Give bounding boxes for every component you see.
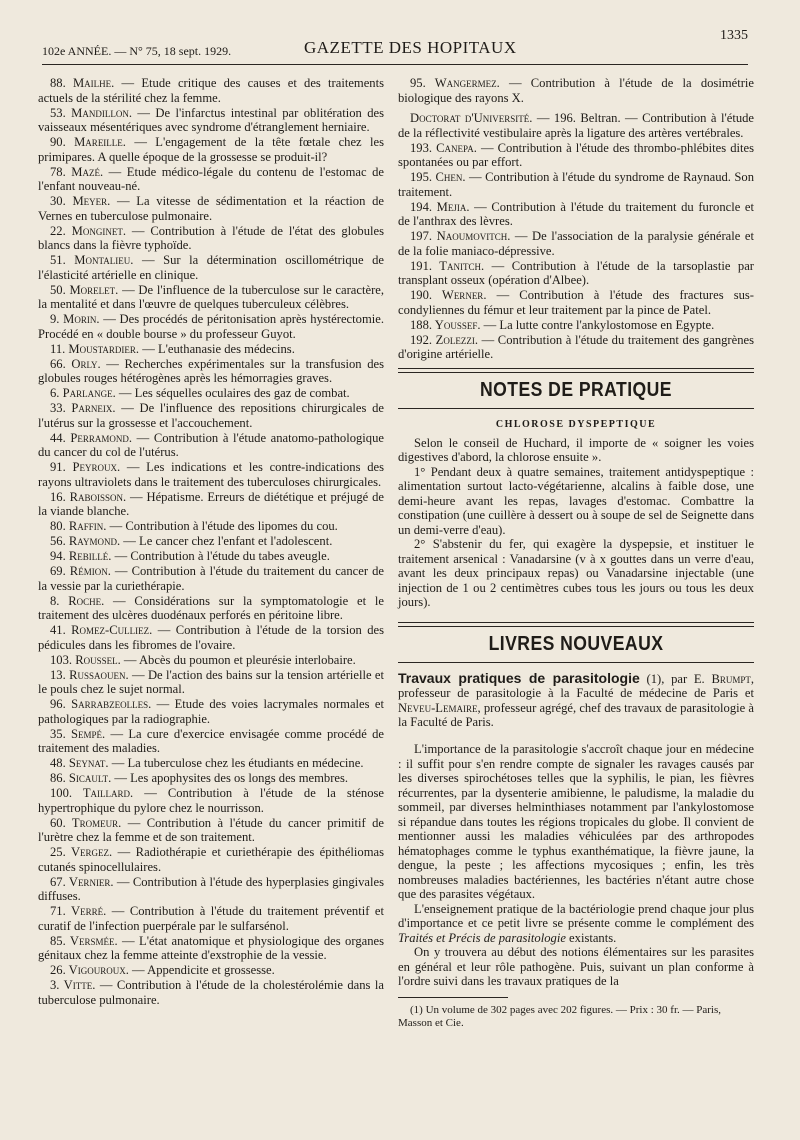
title-rule [398,408,754,409]
thesis-entry [398,229,754,258]
thesis-entry [38,816,384,845]
thesis-title: — De l'action des bains sur la tension artérielle et le pouls chez le sujet normal. [38,667,384,696]
thesis-title: — De l'influence des repositions chirurgicales de l'utérus sur la grossesse et l'accouchement. [38,401,384,430]
thesis-author: 9. Morin. [50,312,100,326]
thesis-entry [38,875,384,904]
thesis-author: 48. Seynat. [50,756,109,770]
notes-subtitle: CHLOROSE DYSPEPTIQUE [495,418,657,430]
thesis-author: 35. Sempé. [50,726,106,741]
review-paragraph: L'enseignement pratique de la bactériologie prend chaque jour plus d'importance et ce petit livre se présente comme le complément des Traités et Précis de parasitologie existants. [398,901,754,945]
thesis-entry [38,253,384,282]
thesis-title: — Contribution à l'étude du traitement préventif et curatif de l'infection puerpérale par le sulfarsénol. [38,904,384,933]
thesis-author: 100. Taillard. [50,786,134,800]
thesis-title: — Recherches expérimentales sur la transfusion des globules rouges hétérogènes après les hémorragies graves. [38,356,384,385]
thesis-title: — Contribution à l'étude de la dosimétrie biologique des rayons X. [398,76,754,105]
notes-paragraph: 1° Pendant deux à quatre semaines, traitement antidyspeptique : alimentation surtout lacto-végétarienne, alcalins à faible dose, une demi-heure avant les repas, lavages d'estomac. Combattre la constipation (une cuillère à dessert ou à soupe de sel de Seignette dans un demi-verre d'eau). [398,464,754,537]
thesis-title: — Contribution à l'étude du traitement du cancer de la vessie par la curiethérapie. [38,564,385,593]
thesis-author: 192. Zolezzi. [410,332,478,347]
thesis-entry [38,106,384,135]
thesis-entry [398,288,754,317]
page-header [42,28,748,65]
thesis-title: — Contribution à l'étude du traitement des gangrènes d'origine artérielle. [398,332,754,361]
thesis-entry [398,259,754,288]
thesis-author: 50. Morelet. [50,282,119,297]
thesis-title: — La cure d'exercice envisagée comme procédé de traitement des maladies. [38,726,384,755]
thesis-author: 56. Raymond. [50,534,121,548]
thesis-author: 188. Youssef. [410,317,481,332]
thesis-entry [38,342,384,357]
thesis-title: — De l'infarctus intestinal par oblitération des vaisseaux mésentériques avec syndrome d'étranglement herniaire. [38,105,384,134]
issue-info: 102e ANNÉE. — N° 75, 18 sept. 1929. [42,44,232,58]
thesis-author: 86. Sicault. [50,771,112,785]
thesis-author: 78. Mazé. [50,164,104,179]
thesis-author: 44. Perramond. [50,430,133,445]
thesis-title: — Contribution à l'étude du traitement du furoncle et de l'anthrax des lèvres. [398,199,755,228]
book-author: Neveu-Lemaire [398,700,478,715]
livres-title: LIVRES NOUVEAUX [488,632,664,655]
thesis-entry [38,401,384,430]
thesis-entry [38,135,384,164]
thesis-entry [38,76,384,105]
thesis-entry [38,756,384,771]
thesis-title: — De l'association de la paralysie générale et de la folie maniaco-dépressive. [398,229,754,258]
title-rule [398,662,754,663]
thesis-entry [38,564,384,593]
thesis-entry [38,312,384,341]
left-column [38,76,384,1008]
thesis-title: — Etude critique des causes et des traitements actuels de la stérilité chez la femme. [38,76,385,105]
thesis-title: — Contribution à l'étude anatomo-pathologique du cancer du col de l'utérus. [38,430,384,459]
thesis-entry [38,490,384,519]
thesis-entry [38,653,384,668]
thesis-author: 194. Mejia. [410,199,470,214]
thesis-entry [398,76,754,105]
review-paragraph: On y trouvera au début des notions élémentaires sur les parasites en général et leur rôle pathogène. Puis, suivant un plan conforme à l'ordre suivi dans les travaux pratiques de la [398,945,754,989]
thesis-author: 96. Sarrabzeolles. [50,697,152,711]
thesis-author: 25. Vergez. [50,845,113,859]
thesis-entry [38,771,384,786]
notes-paragraph: Selon le conseil de Huchard, il importe de « soigner les voies digestives d'abord, la chlorose ensuite ». [398,435,754,464]
thesis-author: 26. Vigouroux. [50,963,129,977]
thesis-author: 195. Chen. [410,170,466,184]
thesis-entry [38,357,384,386]
thesis-title: — Les indications et les contre-indications des rayons ultraviolets dans le traitement des tuberculoses chirurgicales. [38,460,385,489]
thesis-title: — Contribution à l'étude de la cholestérolémie dans la tuberculose pulmonaire. [38,978,384,1007]
thesis-title: — Contribution à l'étude de la sténose hypertrophique du pylore chez le nourrisson. [38,786,384,815]
thesis-entry [38,460,384,489]
thesis-title: — La vitesse de sédimentation et la réaction de Vernes en tuberculose pulmonaire. [38,194,384,223]
thesis-title: — Contribution à l'étude de l'état des globules blancs dans la fièvre typhoïde. [38,223,385,252]
thesis-title: — Abcès du poumon et pleurésie interlobaire. [120,652,356,667]
thesis-title: — Des procédés de péritonisation après hystérectomie. Procédé en « double bourse » du professeur Guyot. [38,312,384,341]
thesis-title: — Contribution à l'étude des thrombo-phlébites dites spontanées ou par effort. [398,140,754,169]
thesis-title: — Contribution à l'étude du syndrome de Raynaud. Son traitement. [398,170,755,199]
book-author: Brumpt [711,671,751,686]
thesis-author: 85. Versmée. [50,933,118,948]
thesis-title: — Contribution à l'étude du tabes aveugle. [111,549,330,563]
page-number: 1335 [720,28,748,43]
thesis-author: 191. Tanitch. [410,258,485,273]
thesis-entry [38,224,384,253]
thesis-author: 11. Moustardier. [50,341,140,356]
thesis-author: 90. Mareille. [50,135,126,149]
book-citation: Travaux pratiques de parasitologie (1), par E. Brumpt, professeur de parasitologie à la Faculté de médecine de Paris et Neveu-Lemaire, professeur agrégé, chef des travaux de parasitologie à la Faculté de Paris. [398,669,755,729]
thesis-entry [38,963,384,978]
thesis-entry [38,594,384,623]
thesis-entry [38,283,384,312]
thesis-author: 190. Werner. [410,288,487,302]
thesis-author: 3. Vitte. [50,978,96,992]
thesis-title: — La lutte contre l'ankylostomose en Egypte. [480,317,715,332]
thesis-title: — L'état anatomique et physiologique des organes génitaux chez la femme atteinte d'exstrophie de la vessie. [38,933,384,962]
thesis-entry [38,786,384,815]
thesis-title: — La tuberculose chez les étudiants en médecine. [108,756,364,770]
thesis-author: 95. Wangermez. [410,76,500,90]
thesis-entry [38,668,384,697]
thesis-entry [398,170,754,199]
thesis-title: — Contribution à l'étude des fractures sus-condyliennes du fémur et leur traitement par la pince de Patel. [398,288,754,317]
thesis-title: — Hépatisme. Erreurs de diététique et préjugé de la viande blanche. [38,489,384,518]
thesis-author: 60. Tromeur. [50,815,122,830]
thesis-author: 6. Parlange. [50,386,116,400]
journal-title: GAZETTE DES HOPITAUX [304,38,517,57]
thesis-author: 67. Vernier. [50,874,114,889]
thesis-title: — Considérations sur la symptomatologie et le traitement des ulcères duodénaux perforés en péritoine libre. [38,593,384,622]
thesis-author: 33. Parneix. [50,401,116,415]
thesis-author: 51. Montalieu. [50,253,134,267]
thesis-title: — Les apophysites des os longs des membres. [111,771,349,785]
thesis-title: — Contribution à l'étude des hyperplasies gingivales diffuses. [38,874,385,903]
thesis-title: — Contribution à l'étude de la tarsoplastie par transplant osseux (opération d'Albee). [398,258,754,287]
thesis-author: 8. Roche. [50,593,105,608]
thesis-entry [38,431,384,460]
book-title: Travaux pratiques de parasitologie [398,669,640,686]
thesis-entry [398,141,754,170]
thesis-title: — L'engagement de la tête fœtale chez les primipares. A quelle époque de la grossesse se produit-il? [38,135,384,164]
thesis-title: — L'euthanasie des médecins. [139,341,295,356]
right-column [398,76,754,1041]
thesis-title: — Appendicite et grossesse. [128,963,275,977]
notes-title: NOTES DE PRATIQUE [480,378,672,401]
thesis-entry [38,519,384,534]
thesis-entry [38,386,384,401]
thesis-author: 22. Monginet. [50,223,126,238]
thesis-entry [398,318,754,333]
thesis-entry [38,934,384,963]
thesis-author: 193. Canepa. [410,140,477,155]
thesis-author: 66. Orly. [50,356,101,371]
thesis-author: 41. Romez-Culliez. [50,623,153,637]
thesis-author: 53. Mandillon. [50,105,132,120]
thesis-title: — Contribution à l'étude des lipomes du cou. [106,519,338,533]
thesis-entry [38,623,384,652]
thesis-entry [38,534,384,549]
thesis-entry [38,549,384,564]
thesis-author: 94. Rebillé. [50,549,112,563]
thesis-title: — Etude médico-légale du contenu de l'estomac de l'enfant nouveau-né. [38,164,384,193]
thesis-entry [398,200,754,229]
thesis-author: 71. Verré. [50,904,107,918]
thesis-title: — Contribution à l'étude du cancer primitif de l'urètre chez la femme et de son traitement. [38,815,384,844]
footnote: (1) Un volume de 302 pages avec 202 figures. — Prix : 30 fr. — Paris, Masson et Cie. [398,1003,721,1029]
thesis-title: — Radiothérapie et curiethérapie des épithéliomas cutanés spinocellulaires. [38,845,385,874]
thesis-author: 16. Raboisson. [50,489,127,504]
thesis-author: 30. Meyer. [50,194,111,208]
thesis-entry [38,165,384,194]
thesis-entry [398,333,754,362]
thesis-entry [38,978,384,1007]
thesis-author: 80. Raffin. [50,519,107,533]
thesis-author: 103. Roussel. [50,652,121,667]
thesis-title: — Sur la détermination oscillométrique de l'élasticité artérielle en clinique. [38,253,384,282]
review-paragraph: L'importance de la parasitologie s'accroît chaque jour en médecine : il suffit pour s'en rendre compte de signaler les ravages causés par les diverses spirochétoses telles que la syphilis, le pian, les fièvres récurrentes, par la dysenterie amibienne, le paludisme, la maladie du sommeil, par diverses helminthiases notamment par l'ankylostomose si répandue dans toutes les régions tropicales du globe. Il convient de mentionner aussi les maladies véhiculées par des arthropodes hématophages comme le typhus exanthématique, la fièvre jaune, la dengue, la peste ; les affections mycosiques ; enfin, les très nombreuses maladies bactériennes, les bactéries n'étant autre chose que des parasites végétaux. [398,742,754,902]
doctorat-entry: Doctorat d'Université. — 196. Beltran. — Contribution à l'étude de la réflectivité vestibulaire après la ligature des artères vertébrales. [398,111,755,140]
thesis-author: 88. Mailhe. [50,76,115,90]
thesis-author: 13. Russaouen. [50,667,129,682]
thesis-entry [38,727,384,756]
thesis-author: 69. Rémion. [50,564,111,578]
section-divider [398,368,754,373]
thesis-entry [38,845,384,874]
thesis-title: — Contribution à l'étude de la torsion des pédicules dans les fibromes de l'ovaire. [38,623,384,652]
thesis-title: — Le cancer chez l'enfant et l'adolescent. [120,534,333,548]
notes-paragraph: 2° S'abstenir du fer, qui exagère la dyspepsie, et instituer le traitement arsenical : Vanadarsine (v à x gouttes dans un verre d'eau, avant les deux principaux repas) ou Vanadarsine injectable (une injection de 1 ou 2 centimètres cubes tous les jours ou tous les deux jours). [398,537,754,609]
footnote-rule [398,997,508,998]
section-divider [398,622,754,627]
thesis-entry [38,194,384,223]
thesis-entry [38,904,384,933]
thesis-author: 197. Naoumovitch. [410,229,511,243]
thesis-author: 91. Peyroux. [50,460,121,474]
thesis-title: — Les séquelles oculaires des gaz de combat. [115,386,350,400]
thesis-title: — Etude des voies lacrymales normales et pathologiques par la radiographie. [38,697,384,726]
thesis-entry [38,697,384,726]
thesis-title: — De l'influence de la tuberculose sur le caractère, la mentalité et dans l'œuvre de quelques tuberculeux célèbres. [38,282,384,311]
